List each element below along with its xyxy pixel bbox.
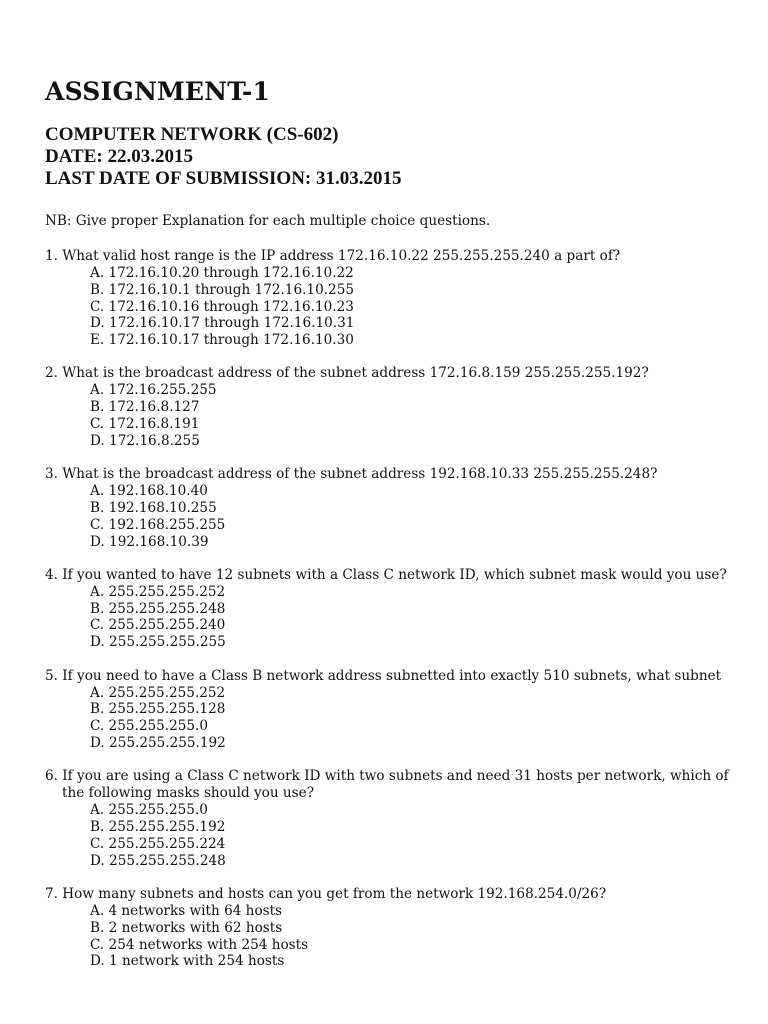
answer-option: C. 172.16.8.191 xyxy=(90,416,200,433)
question-stem: 2. What is the broadcast address of the subnet address 172.16.8.159 255.255.255.192? xyxy=(45,365,649,382)
answer-option: E. 172.16.10.17 through 172.16.10.30 xyxy=(90,332,354,349)
question-item xyxy=(45,668,745,752)
answer-option: D. 255.255.255.255 xyxy=(90,634,226,651)
answer-option: C. 192.168.255.255 xyxy=(90,516,226,533)
date-line: DATE: 22.03.2015 xyxy=(45,146,193,167)
question-stem: 6. If you are using a Class C network ID with two subnets and need 31 hosts per network, which of the following masks should you use? xyxy=(45,768,729,802)
answer-option: D. 172.16.10.17 through 172.16.10.31 xyxy=(90,315,355,332)
option-list xyxy=(45,265,745,349)
question-stem: 3. What is the broadcast address of the subnet address 192.168.10.33 255.255.255.248? xyxy=(45,466,658,483)
question-stem: 1. What valid host range is the IP address 172.16.10.22 255.255.255.240 a part of? xyxy=(45,248,621,264)
answer-option: A. 172.16.10.20 through 172.16.10.22 xyxy=(90,265,354,281)
answer-option: D. 172.16.8.255 xyxy=(90,432,200,449)
answer-option: A. 255.255.255.252 xyxy=(90,583,226,600)
question-item xyxy=(45,567,745,651)
answer-option: A. 192.168.10.40 xyxy=(90,483,208,500)
answer-option: A. 255.255.255.0 xyxy=(90,802,208,819)
instruction-note: NB: Give proper Explanation for each multiple choice questions. xyxy=(45,213,491,229)
question-stem: 5. If you need to have a Class B network address subnetted into exactly 510 subnets, what subnet xyxy=(45,667,722,684)
answer-option: A. 172.16.255.255 xyxy=(90,382,217,399)
answer-option: C. 255.255.255.240 xyxy=(90,617,226,634)
question-stem: 4. If you wanted to have 12 subnets with a Class C network ID, which subnet mask would you use? xyxy=(45,566,727,583)
answer-option: C. 254 networks with 254 hosts xyxy=(90,936,309,953)
answer-option: B. 2 networks with 62 hosts xyxy=(90,919,283,936)
question-item xyxy=(45,365,745,449)
answer-option: A. 4 networks with 64 hosts xyxy=(90,902,283,919)
question-item xyxy=(45,466,745,550)
answer-option: B. 255.255.255.128 xyxy=(90,701,226,718)
question-stem: 7. How many subnets and hosts can you get from the network 192.168.254.0/26? xyxy=(45,885,607,902)
question-item xyxy=(45,768,745,869)
answer-option: D. 1 network with 254 hosts xyxy=(90,953,285,970)
option-list xyxy=(45,382,745,449)
option-list xyxy=(45,903,745,970)
question-list xyxy=(45,248,745,987)
assignment-meta xyxy=(45,124,402,190)
question-item xyxy=(45,886,745,970)
answer-option: A. 255.255.255.252 xyxy=(90,684,226,701)
answer-option: B. 192.168.10.255 xyxy=(90,499,217,516)
answer-option: C. 255.255.255.224 xyxy=(90,835,226,852)
answer-option: B. 255.255.255.192 xyxy=(90,819,226,836)
submission-line: LAST DATE OF SUBMISSION: 31.03.2015 xyxy=(45,168,402,189)
answer-option: D. 255.255.255.192 xyxy=(90,734,226,751)
option-list xyxy=(45,802,745,869)
option-list xyxy=(45,685,745,752)
answer-option: B. 172.16.8.127 xyxy=(90,399,200,416)
question-item xyxy=(45,248,745,349)
course-line: COMPUTER NETWORK (CS-602) xyxy=(45,124,339,145)
answer-option: D. 192.168.10.39 xyxy=(90,533,209,550)
assignment-title: ASSIGNMENT-1 xyxy=(45,77,271,106)
option-list xyxy=(45,584,745,651)
answer-option: B. 172.16.10.1 through 172.16.10.255 xyxy=(90,281,354,298)
answer-option: C. 172.16.10.16 through 172.16.10.23 xyxy=(90,298,354,315)
option-list xyxy=(45,483,745,550)
answer-option: D. 255.255.255.248 xyxy=(90,852,226,869)
answer-option: C. 255.255.255.0 xyxy=(90,718,209,735)
answer-option: B. 255.255.255.248 xyxy=(90,600,226,617)
